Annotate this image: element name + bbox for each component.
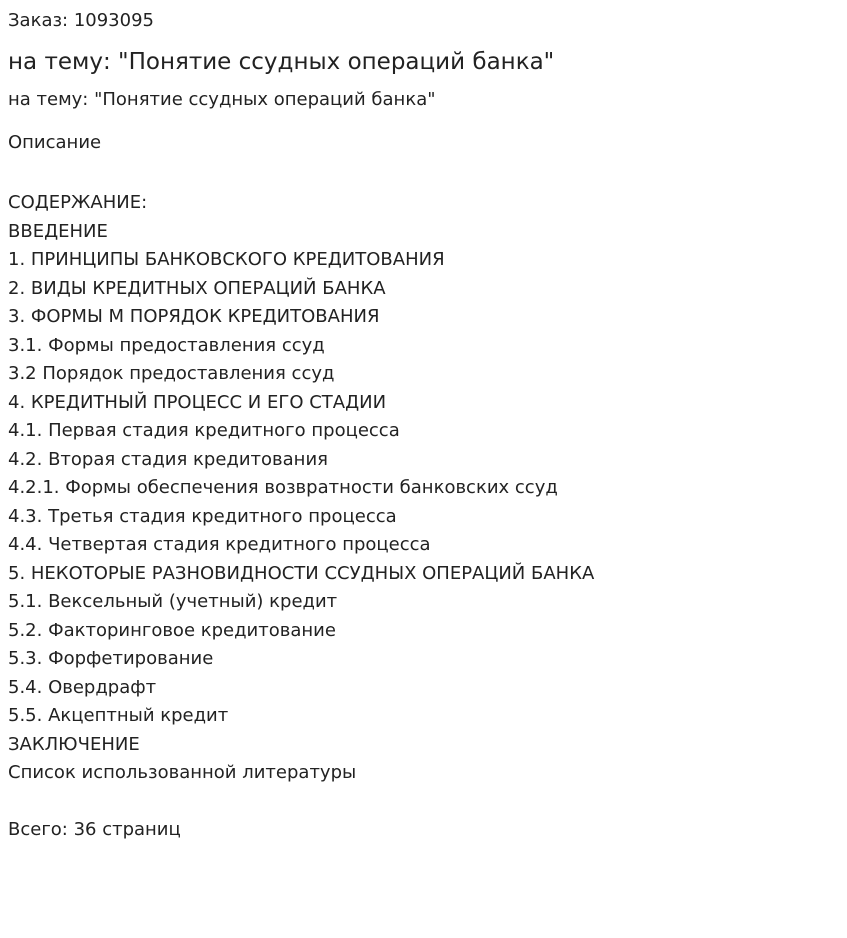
page-subtitle: на тему: "Понятие ссудных операций банка"	[8, 89, 436, 110]
contents-item-5-1: 5.1. Вексельный (учетный) кредит	[8, 591, 338, 612]
contents-item-5-5: 5.5. Акцептный кредит	[8, 705, 229, 726]
description-label: Описание	[8, 132, 102, 153]
contents-item-5: 5. НЕКОТОРЫЕ РАЗНОВИДНОСТИ ССУДНЫХ ОПЕРАЦИЙ БАНКА	[8, 562, 595, 584]
page-title: на тему: "Понятие ссудных операций банка"	[8, 49, 555, 75]
table-of-contents	[8, 189, 594, 788]
contents-item-3-2: 3.2 Порядок предоставления ссуд	[8, 363, 335, 384]
contents-item-5-3: 5.3. Форфетирование	[8, 648, 214, 669]
contents-item-conclusion: ЗАКЛЮЧЕНИЕ	[8, 733, 140, 755]
contents-item-bibliography: Список использованной литературы	[8, 762, 357, 783]
contents-heading: СОДЕРЖАНИЕ:	[8, 192, 148, 213]
contents-item-4-4: 4.4. Четвертая стадия кредитного процесса	[8, 534, 431, 555]
contents-item-1: 1. ПРИНЦИПЫ БАНКОВСКОГО КРЕДИТОВАНИЯ	[8, 249, 445, 270]
contents-item-4-2: 4.2. Вторая стадия кредитования	[8, 448, 328, 470]
contents-item-4-2-1: 4.2.1. Формы обеспечения возвратности банковских ссуд	[8, 477, 558, 498]
total-pages: Всего: 36 страниц	[8, 819, 181, 840]
order-number: Заказ: 1093095	[8, 10, 154, 31]
contents-item-2: 2. ВИДЫ КРЕДИТНЫХ ОПЕРАЦИЙ БАНКА	[8, 277, 386, 299]
contents-item-3-1: 3.1. Формы предоставления ссуд	[8, 334, 325, 356]
contents-item-4: 4. КРЕДИТНЫЙ ПРОЦЕСС И ЕГО СТАДИИ	[8, 391, 387, 413]
contents-item-5-2: 5.2. Факторинговое кредитование	[8, 619, 336, 641]
contents-item-introduction: ВВЕДЕНИЕ	[8, 220, 108, 242]
contents-item-5-4: 5.4. Овердрафт	[8, 676, 157, 698]
contents-item-4-3: 4.3. Третья стадия кредитного процесса	[8, 505, 397, 527]
contents-item-4-1: 4.1. Первая стадия кредитного процесса	[8, 420, 400, 441]
contents-item-3: 3. ФОРМЫ М ПОРЯДОК КРЕДИТОВАНИЯ	[8, 306, 380, 327]
